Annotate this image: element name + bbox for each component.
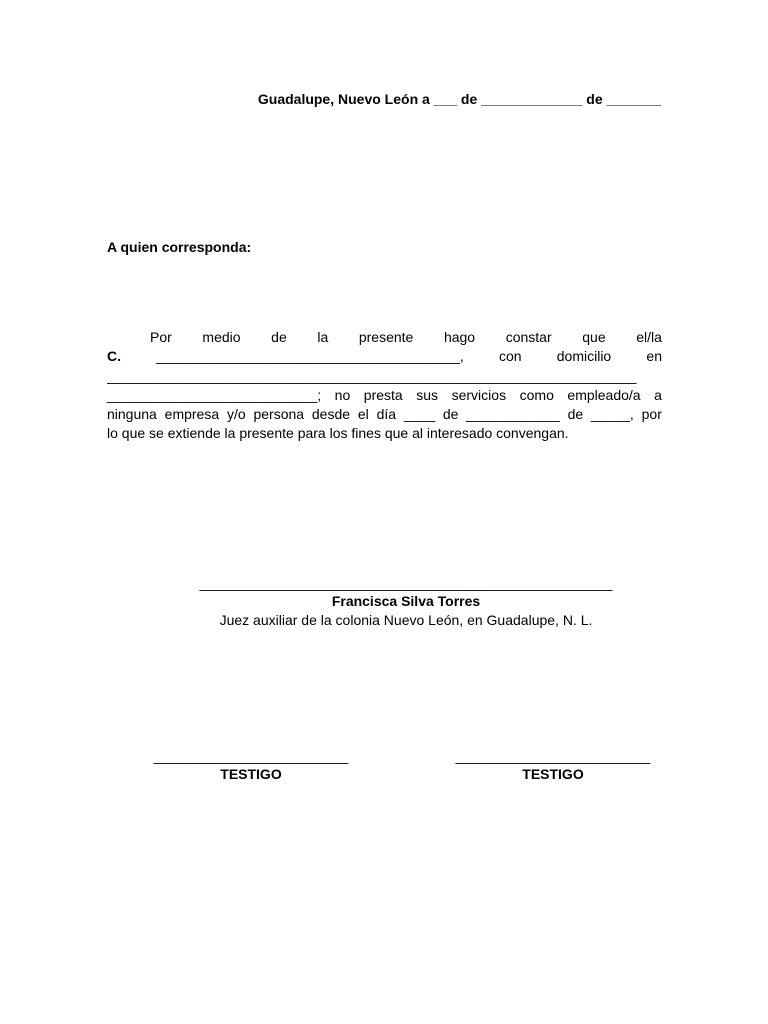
witness-left <box>141 748 361 783</box>
signer-name: Francisca Silva Torres <box>331 593 481 609</box>
body-paragraph <box>107 328 662 444</box>
body-line-6: lo que se extiende la presente para los fines que al interesado convengan. <box>107 425 569 442</box>
witness-label: TESTIGO <box>522 766 584 782</box>
body-line-4: ___________________________; no presta sus servicios como empleado/a a <box>107 386 662 403</box>
witness-signature-line: _________________________ <box>455 748 651 764</box>
salutation: A quien corresponda: <box>107 239 252 255</box>
body-line-5: ninguna empresa y/o persona desde el día ____ de ____________ de _____, por <box>107 406 662 423</box>
witness-label: TESTIGO <box>220 766 282 782</box>
witness-signature-line: _________________________ <box>153 748 349 764</box>
body-line-1: Por medio de la presente hago constar que el/la <box>150 329 662 345</box>
body-line-2: C. _______________________________________, con domicilio en <box>107 347 662 366</box>
signature-line: _____________________________________________________ <box>199 575 613 591</box>
date-line: Guadalupe, Nuevo León a ___ de _____________ de _______ <box>257 91 661 107</box>
body-line-3: ____________________________________________________________________ <box>107 367 637 384</box>
citizen-label: C. <box>107 348 121 365</box>
signature-block <box>0 575 768 630</box>
witness-right <box>443 748 663 783</box>
signer-role: Juez auxiliar de la colonia Nuevo León, en Guadalupe, N. L. <box>219 612 593 628</box>
citizen-name-blank: _______________________________________, <box>156 348 464 365</box>
